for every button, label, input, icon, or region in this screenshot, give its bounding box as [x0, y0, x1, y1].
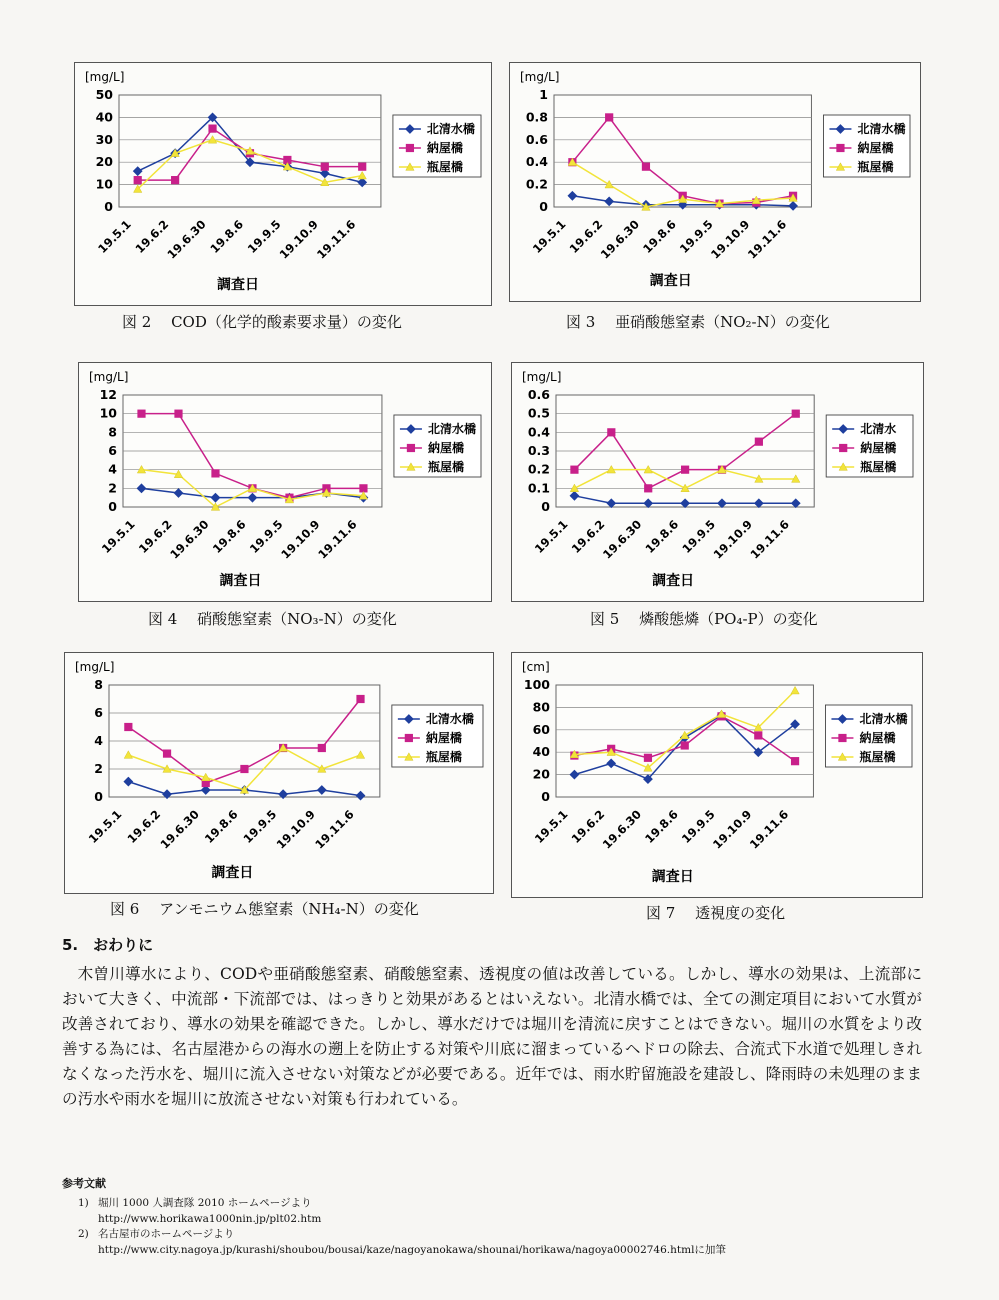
- y-tick-label: 0.4: [525, 154, 548, 170]
- chart-fig2-svg: [75, 63, 491, 305]
- chart-fig3-svg: [510, 63, 920, 301]
- legend-label: 北清水橋: [426, 122, 475, 136]
- y-tick-label: 0.6: [527, 387, 550, 402]
- y-tick-label: 30: [95, 131, 113, 147]
- y-tick-label: 1: [539, 87, 548, 102]
- unit-label: [mg/L]: [89, 370, 129, 384]
- x-axis-title: 調査日: [216, 277, 259, 293]
- references-title: 参考文献: [62, 1177, 106, 1190]
- data-point-square: [406, 144, 413, 151]
- y-tick-label: 80: [532, 699, 550, 715]
- y-tick-label: 20: [95, 154, 113, 170]
- x-tick-label: 19.5.1: [98, 517, 138, 556]
- y-tick-label: 0.1: [527, 480, 550, 496]
- data-point-square: [755, 732, 762, 739]
- references-list: [78, 1196, 726, 1258]
- y-tick-label: 0.8: [525, 109, 548, 125]
- y-tick-label: 0.3: [527, 443, 550, 458]
- data-point-square: [791, 758, 798, 765]
- unit-label: [mg/L]: [75, 660, 115, 674]
- data-point-square: [163, 750, 170, 757]
- y-tick-label: 0.6: [525, 131, 548, 147]
- data-point-square: [837, 144, 844, 151]
- x-tick-label: 19.9.5: [678, 807, 718, 846]
- x-tick-label: 19.11.6: [315, 517, 360, 562]
- y-tick-label: 50: [95, 87, 113, 102]
- x-axis-title: 調査日: [649, 273, 692, 289]
- legend-label: 北清水橋: [857, 122, 906, 136]
- y-tick-label: 8: [108, 424, 117, 440]
- data-point-square: [357, 695, 364, 702]
- x-tick-label: 19.9.5: [679, 517, 719, 556]
- y-tick-label: 20: [532, 766, 550, 782]
- legend-label: 納屋橋: [860, 441, 897, 455]
- x-tick-label: 19.5.1: [85, 807, 125, 846]
- x-tick-label: 19.5.1: [95, 217, 134, 256]
- chart-fig5-svg: [512, 363, 923, 601]
- data-point-square: [681, 466, 688, 473]
- x-tick-label: 19.6.30: [599, 517, 645, 562]
- legend-label: 納屋橋: [426, 141, 463, 155]
- data-point-square: [644, 754, 651, 761]
- data-point-square: [209, 125, 216, 132]
- chart-fig5: [511, 362, 924, 602]
- unit-label: [mg/L]: [520, 70, 560, 84]
- x-tick-label: 19.8.6: [207, 217, 247, 256]
- data-point-square: [125, 723, 132, 730]
- y-tick-label: 40: [95, 109, 113, 125]
- chart-fig3: [509, 62, 921, 302]
- section-title: 5. おわりに: [62, 936, 154, 954]
- legend-label: 瓶屋橋: [427, 460, 464, 474]
- y-tick-label: 0.2: [525, 176, 548, 192]
- unit-label: [mg/L]: [85, 70, 125, 84]
- data-point-square: [405, 734, 412, 741]
- x-tick-label: 19.6.30: [167, 517, 212, 562]
- data-point-square: [608, 429, 615, 436]
- legend-label: 納屋橋: [857, 141, 894, 155]
- caption-fig5: 図 5 燐酸態燐（PO₄-P）の変化: [590, 610, 818, 628]
- reference-url[interactable]: http://www.horikawa1000nin.jp/plt02.htm: [98, 1212, 322, 1225]
- chart-fig7-svg: [512, 653, 922, 897]
- legend-label: 北清水橋: [427, 422, 476, 436]
- y-tick-label: 10: [99, 405, 117, 421]
- data-point-square: [571, 466, 578, 473]
- legend-label: 納屋橋: [425, 731, 462, 745]
- legend-label: 瓶屋橋: [857, 160, 894, 174]
- chart-fig2: [74, 62, 492, 306]
- data-point-square: [321, 163, 328, 170]
- legend-label: 瓶屋橋: [426, 160, 463, 174]
- legend-label: 北清水橋: [425, 712, 474, 726]
- x-tick-label: 19.11.6: [744, 217, 790, 262]
- x-tick-label: 19.8.6: [642, 807, 681, 846]
- data-point-square: [175, 410, 182, 417]
- x-tick-label: 19.10.9: [278, 517, 323, 562]
- x-tick-label: 19.10.9: [710, 807, 755, 852]
- data-point-square: [606, 114, 613, 121]
- chart-fig4: [78, 362, 492, 602]
- data-point-square: [134, 177, 141, 184]
- x-tick-label: 19.11.6: [312, 807, 357, 852]
- y-tick-label: 6: [108, 443, 117, 458]
- x-axis-title: 調査日: [219, 573, 262, 589]
- reference-num: 1): [78, 1197, 89, 1209]
- x-tick-label: 19.9.5: [246, 517, 286, 556]
- y-tick-label: 100: [523, 677, 550, 692]
- x-tick-label: 19.11.6: [746, 807, 792, 852]
- data-point-square: [138, 410, 145, 417]
- y-tick-label: 4: [94, 733, 103, 748]
- y-tick-label: 10: [95, 176, 113, 192]
- data-point-square: [241, 765, 248, 772]
- x-tick-label: 19.10.9: [276, 217, 321, 262]
- reference-text: 堀川 1000 人調査隊 2010 ホームページより: [98, 1197, 312, 1209]
- x-axis-title: 調査日: [211, 865, 254, 881]
- data-point-square: [360, 485, 367, 492]
- unit-label: [mg/L]: [522, 370, 562, 384]
- x-tick-label: 19.8.6: [640, 217, 679, 256]
- data-point-square: [645, 485, 652, 492]
- data-point-square: [792, 410, 799, 417]
- caption-fig6: 図 6 アンモニウム態窒素（NH₄-N）の変化: [110, 900, 419, 918]
- x-tick-label: 19.11.6: [747, 517, 792, 562]
- y-tick-label: 60: [532, 721, 550, 737]
- data-point-square: [839, 734, 846, 741]
- x-tick-label: 19.8.6: [201, 807, 241, 846]
- x-axis-title: 調査日: [652, 573, 695, 589]
- data-point-square: [840, 444, 847, 451]
- y-tick-label: 12: [99, 387, 117, 402]
- y-tick-label: 0.5: [527, 405, 550, 421]
- legend-label: 納屋橋: [859, 731, 896, 745]
- x-tick-label: 19.9.5: [676, 217, 716, 256]
- x-tick-label: 19.6.2: [124, 807, 164, 846]
- legend-label: 瓶屋橋: [860, 460, 897, 474]
- x-axis-title: 調査日: [651, 869, 694, 885]
- x-tick-label: 19.6.2: [566, 217, 606, 256]
- x-tick-label: 19.8.6: [209, 517, 249, 556]
- x-tick-label: 19.6.30: [164, 217, 209, 262]
- y-tick-label: 0: [541, 499, 550, 514]
- chart-fig4-svg: [79, 363, 491, 601]
- legend-label: 北清水: [860, 422, 897, 436]
- chart-fig7: [511, 652, 923, 898]
- caption-fig3: 図 3 亜硝酸態窒素（NO₂-N）の変化: [566, 313, 830, 331]
- reference-num: 2): [78, 1228, 89, 1240]
- data-point-square: [755, 438, 762, 445]
- y-tick-label: 8: [94, 677, 103, 692]
- reference-text: 名古屋市のホームページより: [98, 1228, 235, 1240]
- x-tick-label: 19.5.1: [529, 217, 569, 256]
- reference-url[interactable]: http://www.city.nagoya.jp/kurashi/shoubou/bousai/kaze/nagoyanokawa/shounai/horikawa/nagoya00002746.htmlに加筆: [98, 1243, 726, 1256]
- x-tick-label: 19.5.1: [531, 517, 571, 556]
- x-tick-label: 19.5.1: [531, 807, 571, 846]
- data-point-square: [407, 444, 414, 451]
- caption-fig4: 図 4 硝酸態窒素（NO₃-N）の変化: [148, 610, 397, 628]
- y-tick-label: 0.4: [527, 424, 550, 440]
- x-tick-label: 19.6.30: [157, 807, 202, 852]
- x-tick-label: 19.6.2: [568, 517, 608, 556]
- x-tick-label: 19.10.9: [708, 217, 753, 262]
- caption-fig2: 図 2 COD（化学的酸素要求量）の変化: [122, 313, 402, 331]
- y-tick-label: 2: [94, 761, 103, 776]
- x-tick-label: 19.9.5: [244, 217, 284, 256]
- data-point-square: [172, 177, 179, 184]
- y-tick-label: 4: [108, 461, 117, 477]
- x-tick-label: 19.10.9: [273, 807, 318, 852]
- legend-label: 瓶屋橋: [859, 750, 896, 764]
- caption-fig7: 図 7 透視度の変化: [646, 904, 786, 922]
- plot-area: [554, 95, 811, 207]
- y-tick-label: 0: [108, 499, 117, 514]
- x-tick-label: 19.6.2: [132, 217, 172, 256]
- y-tick-label: 0: [94, 789, 103, 804]
- data-point-square: [359, 163, 366, 170]
- x-tick-label: 19.8.6: [642, 517, 682, 556]
- section-body: 木曽川導水により、CODや亜硝酸態窒素、硝酸態窒素、透視度の値は改善している。しかし、導水の効果は、上流部において大きく、中流部・下流部では、はっきりと効果があるとはいえない。北清水橋では、全ての測定項目において水質が改善されており、導水の効果を確認できた。しかし、導水だけでは堀川を清流に戻すことはできない。堀川の水質をより改善する為には、名古屋港からの海水の遡上を防止する対策や川底に溜まっているヘドロの除去、合流式下水道で処理しきれなくなった汚水を、堀川に流入させない対策などが必要である。近年では、雨水貯留施設を建設し、降雨時の未処理のままの汚水や雨水を堀川に放流させない対策も行われている。: [62, 965, 922, 1108]
- y-tick-label: 40: [532, 744, 550, 760]
- reference-item: [78, 1196, 726, 1212]
- y-tick-label: 2: [108, 480, 117, 496]
- reference-item: [78, 1227, 726, 1243]
- x-tick-label: 19.10.9: [710, 517, 755, 562]
- y-tick-label: 0.2: [527, 461, 550, 477]
- legend-label: 北清水橋: [859, 712, 908, 726]
- y-tick-label: 6: [94, 705, 103, 720]
- x-tick-label: 19.6.30: [599, 807, 645, 852]
- y-tick-label: 0: [541, 789, 550, 804]
- legend-label: 瓶屋橋: [425, 750, 462, 764]
- x-tick-label: 19.9.5: [240, 807, 280, 846]
- chart-fig6: [64, 652, 494, 894]
- legend-label: 納屋橋: [427, 441, 464, 455]
- x-tick-label: 19.6.30: [597, 217, 643, 262]
- y-tick-label: 0: [104, 199, 113, 214]
- chart-fig6-svg: [65, 653, 493, 893]
- unit-label: [cm]: [522, 660, 550, 674]
- x-tick-label: 19.6.2: [568, 807, 608, 846]
- y-tick-label: 0: [539, 199, 548, 214]
- data-point-square: [681, 742, 688, 749]
- data-point-square: [318, 744, 325, 751]
- data-point-square: [642, 163, 649, 170]
- x-tick-label: 19.11.6: [313, 217, 359, 262]
- data-point-square: [212, 470, 219, 477]
- x-tick-label: 19.6.2: [135, 517, 175, 556]
